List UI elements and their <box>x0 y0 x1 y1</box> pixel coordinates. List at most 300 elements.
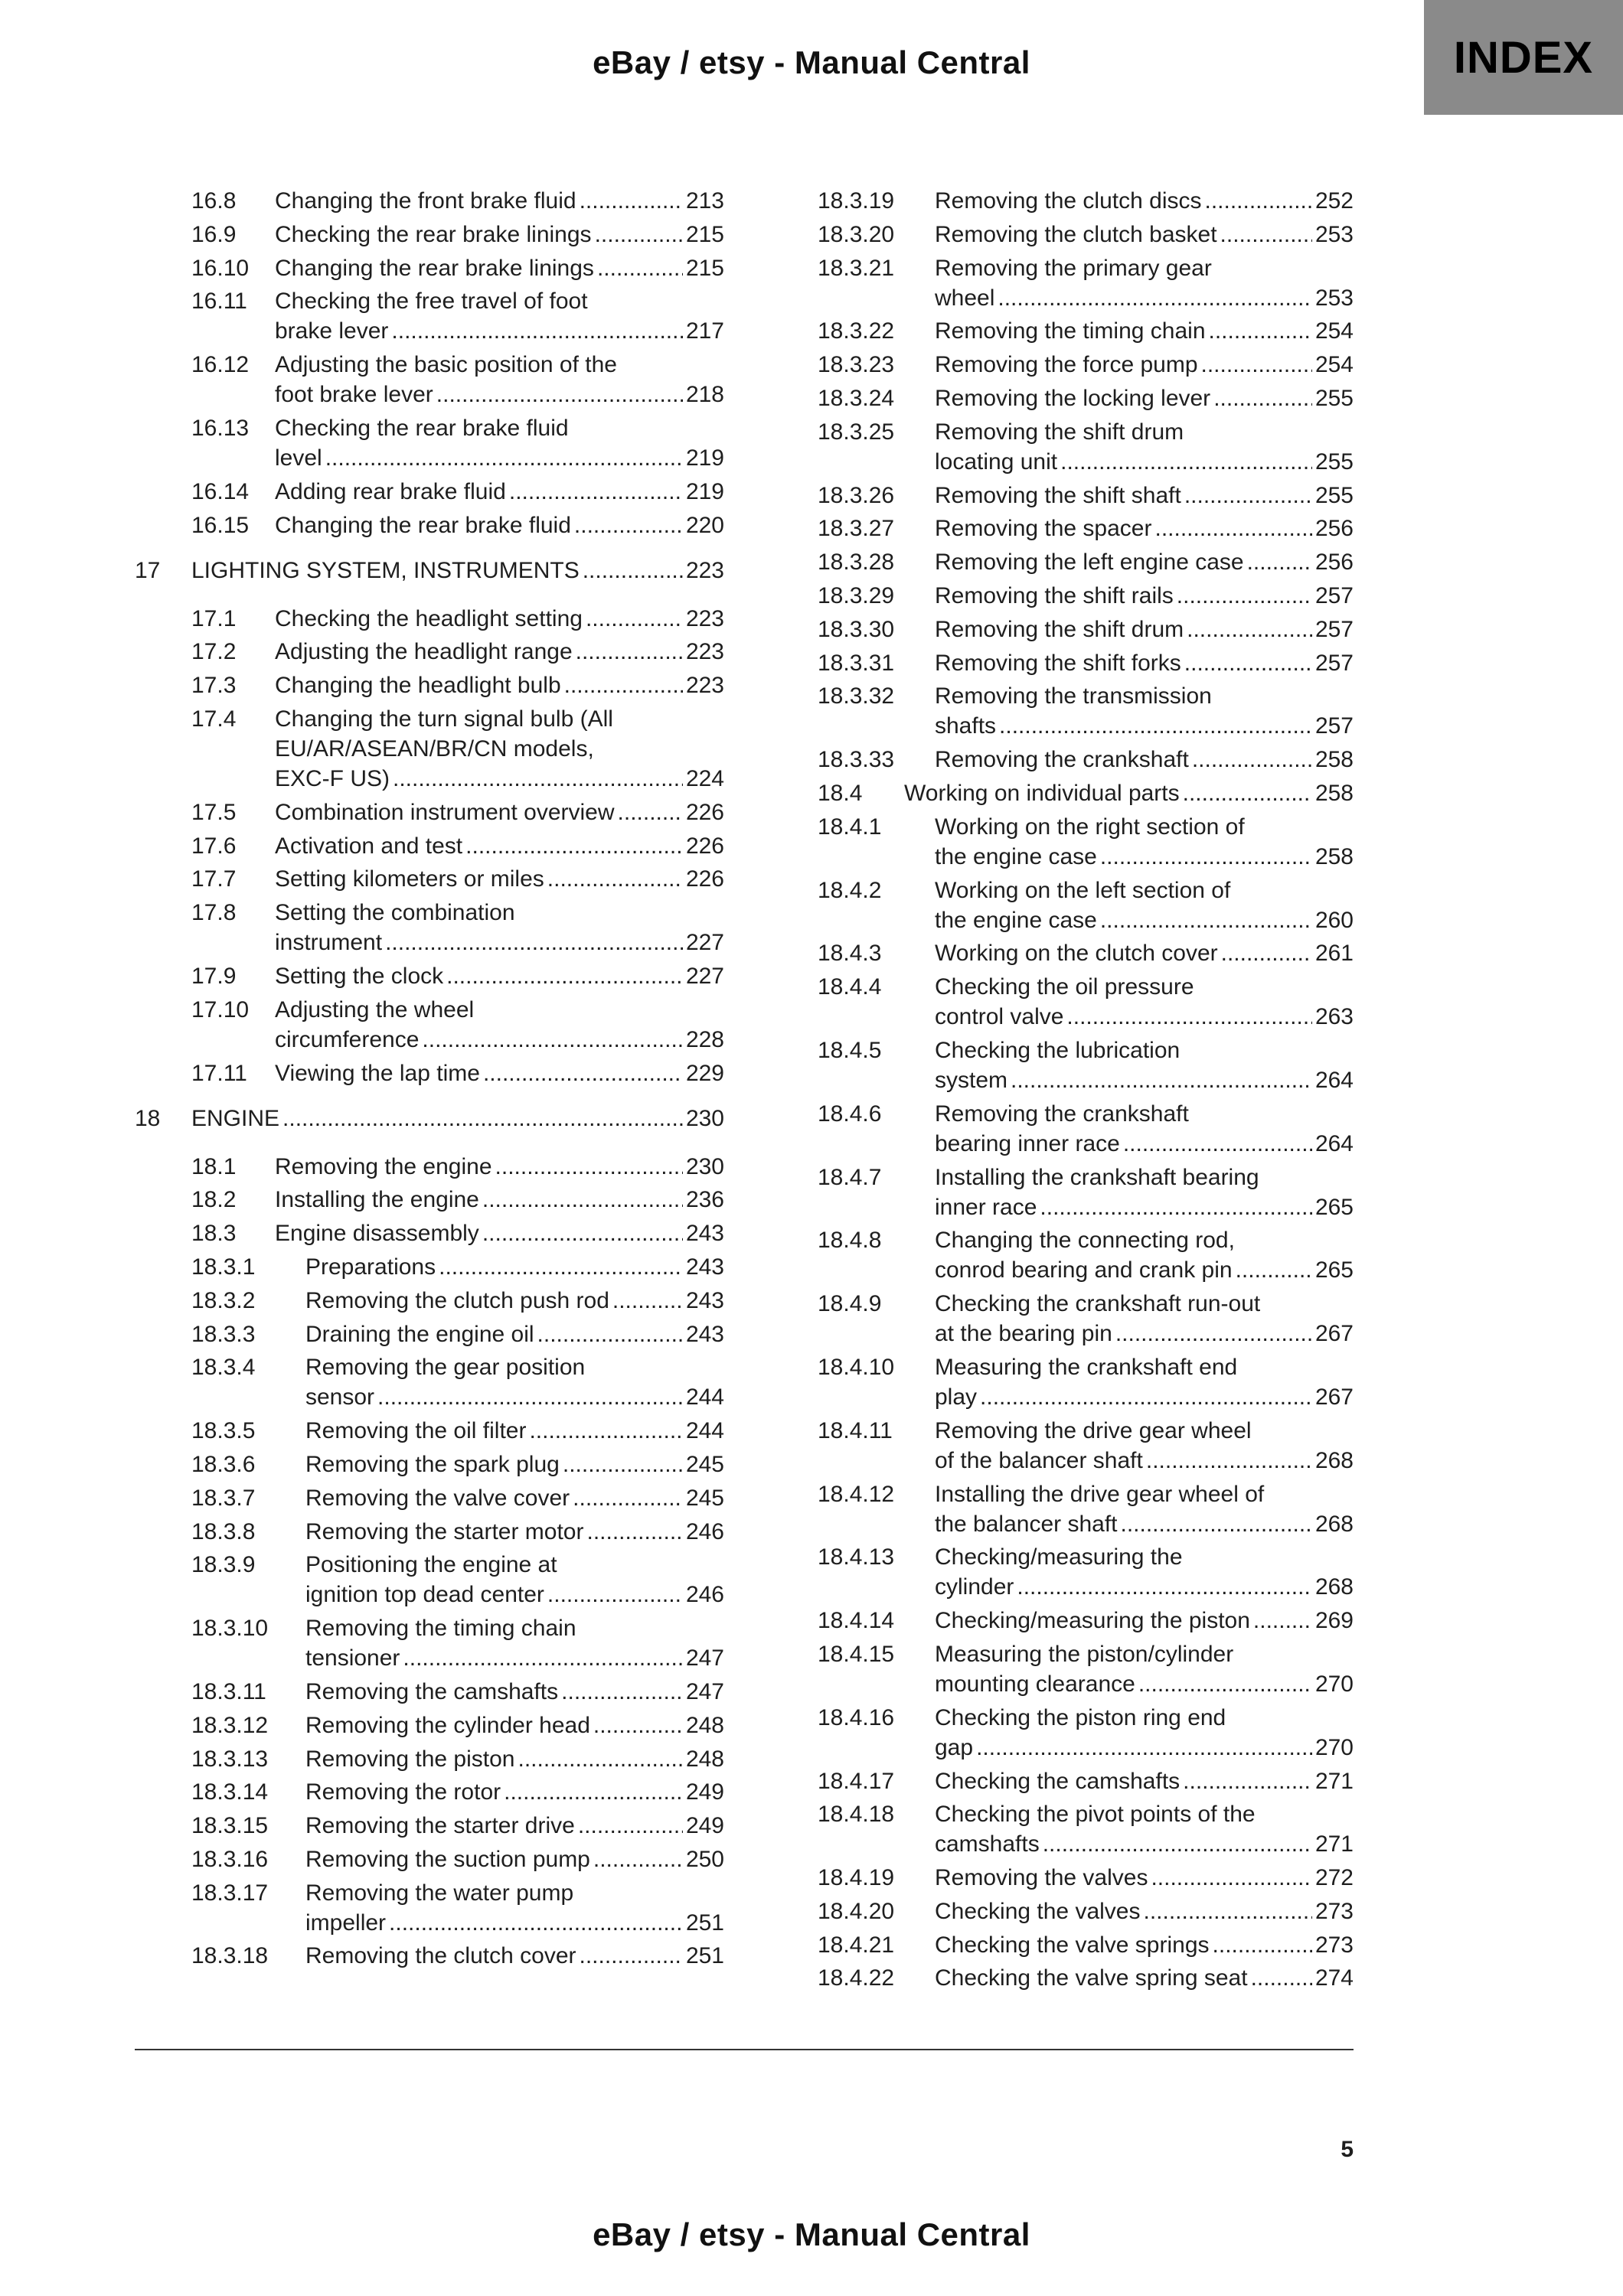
toc-entry-page: 229 <box>685 1060 724 1086</box>
toc-entry[interactable] <box>135 961 724 991</box>
toc-entry-number: 18.3.23 <box>818 352 895 378</box>
toc-entry[interactable] <box>135 604 724 634</box>
toc-entry-number: 17.3 <box>191 673 237 699</box>
toc-entry-title: Checking the crankshaft run-out <box>935 1291 1261 1317</box>
toc-entry[interactable] <box>135 797 724 827</box>
toc-entry-title: Removing the piston <box>305 1746 515 1772</box>
toc-dot-leader <box>1209 316 1312 346</box>
toc-entry-page: 213 <box>685 188 724 214</box>
toc-entry[interactable] <box>135 186 724 216</box>
toc-dot-leader <box>1192 745 1312 775</box>
toc-entry-title: Checking the valve spring seat <box>935 1965 1248 1991</box>
toc-dot-leader <box>976 1733 1312 1763</box>
toc-entry-title: EXC-F US) <box>275 765 390 791</box>
toc-dot-leader <box>529 1416 682 1446</box>
toc-entry-title: Removing the shift rails <box>935 582 1174 608</box>
toc-entry-title: Preparations <box>305 1254 436 1280</box>
toc-entry-title: Removing the primary gear <box>935 255 1212 281</box>
toc-entry-title: Checking the headlight setting <box>275 605 583 631</box>
toc-entry-number: 18.3.13 <box>191 1746 269 1772</box>
toc-entry-title: bearing inner race <box>935 1130 1120 1156</box>
toc-entry[interactable] <box>818 1035 1354 1095</box>
toc-entry-page: 247 <box>685 1645 724 1671</box>
toc-entry-page: 226 <box>685 799 724 825</box>
toc-entry-page: 257 <box>1314 650 1354 676</box>
toc-entry-number: 18.4.4 <box>818 974 882 1000</box>
toc-entry-page: 251 <box>685 1943 724 1969</box>
toc-entry[interactable] <box>135 556 724 585</box>
toc-entry-title: Removing the timing chain <box>305 1616 576 1642</box>
toc-dot-leader <box>593 1711 683 1740</box>
toc-entry-page: 258 <box>1314 843 1354 869</box>
toc-dot-leader <box>1183 1766 1312 1796</box>
toc-entry-page: 218 <box>685 382 724 408</box>
toc-entry-title: Removing the transmission <box>935 683 1212 709</box>
toc-entry[interactable] <box>818 220 1354 249</box>
toc-entry-title: Working on the left section of <box>935 877 1231 903</box>
toc-entry-title: play <box>935 1384 978 1410</box>
toc-entry[interactable] <box>818 253 1354 313</box>
toc-entry[interactable] <box>135 1450 724 1479</box>
toc-entry[interactable] <box>818 417 1354 477</box>
toc-entry-title: Checking the free travel of foot <box>275 289 588 315</box>
toc-dot-leader <box>618 797 683 827</box>
toc-entry-number: 16.8 <box>191 188 237 214</box>
toc-entry-page: 230 <box>685 1105 724 1131</box>
toc-entry-title: Removing the gear position <box>305 1355 586 1381</box>
toc-dot-leader <box>495 1152 683 1182</box>
toc-entry[interactable] <box>135 350 724 409</box>
toc-entry-number: 18.4.6 <box>818 1101 882 1127</box>
toc-entry-page: 271 <box>1314 1768 1354 1794</box>
toc-entry-title: Removing the shift drum <box>935 419 1184 445</box>
toc-entry[interactable] <box>135 1777 724 1807</box>
toc-entry[interactable] <box>135 1811 724 1841</box>
toc-entry[interactable] <box>818 1799 1354 1859</box>
toc-dot-leader <box>1146 1446 1312 1476</box>
toc-entry-number: 18.4.22 <box>818 1965 895 1991</box>
toc-entry[interactable] <box>818 1863 1354 1893</box>
toc-entry-title: Changing the headlight bulb <box>275 673 561 699</box>
toc-entry-page: 255 <box>1314 385 1354 411</box>
toc-entry-title: Removing the clutch basket <box>935 221 1217 247</box>
toc-entry-number: 17.4 <box>191 706 237 732</box>
toc-entry-number: 18.4.19 <box>818 1865 895 1891</box>
toc-dot-leader <box>547 864 683 894</box>
toc-entry[interactable] <box>818 1352 1354 1412</box>
toc-entry[interactable] <box>818 681 1354 741</box>
toc-entry-number: 17.10 <box>191 996 250 1022</box>
toc-dot-leader <box>537 1319 683 1349</box>
toc-entry-page: 251 <box>685 1910 724 1936</box>
toc-entry[interactable] <box>818 1479 1354 1539</box>
toc-entry[interactable] <box>135 220 724 249</box>
toc-entry-number: 18.3.10 <box>191 1616 269 1642</box>
toc-entry-number: 18.3.31 <box>818 650 895 676</box>
toc-entry[interactable] <box>135 1744 724 1774</box>
toc-entry-number: 18.3.16 <box>191 1846 269 1872</box>
toc-entry[interactable] <box>818 1963 1354 1993</box>
toc-entry[interactable] <box>135 995 724 1055</box>
toc-entry-title: Measuring the piston/cylinder <box>935 1641 1234 1667</box>
toc-entry-number: 16.10 <box>191 255 250 281</box>
toc-entry[interactable] <box>135 413 724 473</box>
toc-entry-page: 254 <box>1314 352 1354 378</box>
toc-entry[interactable] <box>818 972 1354 1032</box>
toc-dot-leader <box>1183 778 1312 808</box>
toc-entry-page: 223 <box>685 639 724 665</box>
toc-entry[interactable] <box>818 1703 1354 1763</box>
toc-dot-leader <box>1213 1930 1312 1960</box>
toc-entry-title: Engine disassembly <box>275 1221 479 1247</box>
toc-entry-number: 18.3.18 <box>191 1943 269 1969</box>
toc-entry-page: 223 <box>685 557 724 583</box>
toc-entry-title: Removing the crankshaft <box>935 747 1189 773</box>
toc-dot-leader <box>1187 615 1312 644</box>
toc-entry-page: 250 <box>685 1846 724 1872</box>
toc-entry-number: 18.3.24 <box>818 385 895 411</box>
toc-entry-title: conrod bearing and crank pin <box>935 1257 1233 1283</box>
toc-entry-title: Removing the shift forks <box>935 650 1181 676</box>
toc-entry-number: 18.4.14 <box>818 1608 895 1634</box>
toc-entry[interactable] <box>135 1152 724 1182</box>
toc-dot-leader <box>1017 1572 1312 1602</box>
toc-entry[interactable] <box>135 1185 724 1215</box>
toc-entry-page: 257 <box>1314 713 1354 739</box>
toc-entry-number: 18.3.32 <box>818 683 895 709</box>
toc-entry[interactable] <box>135 1319 724 1349</box>
toc-entry-title: shafts <box>935 713 997 739</box>
toc-entry-title: Removing the oil filter <box>305 1418 527 1444</box>
toc-entry-title: Removing the valve cover <box>305 1485 570 1511</box>
toc-dot-leader <box>580 186 683 216</box>
toc-entry-number: 18.4.17 <box>818 1768 895 1794</box>
toc-entry-title: Positioning the engine at <box>305 1552 557 1578</box>
toc-entry[interactable] <box>135 1613 724 1673</box>
toc-entry-title: foot brake lever <box>275 382 433 408</box>
toc-entry-title: Removing the engine <box>275 1153 492 1179</box>
toc-entry-title: brake lever <box>275 318 389 344</box>
toc-entry[interactable] <box>818 1542 1354 1602</box>
toc-entry-page: 244 <box>685 1418 724 1444</box>
toc-entry-page: 215 <box>685 255 724 281</box>
toc-entry-page: 243 <box>685 1321 724 1347</box>
toc-entry[interactable] <box>135 670 724 700</box>
toc-entry[interactable] <box>818 876 1354 935</box>
header-title: eBay / etsy - Manual Central <box>593 44 1030 80</box>
toc-entry-page: 247 <box>685 1678 724 1704</box>
toc-entry-title: Removing the suction pump <box>305 1846 590 1872</box>
toc-entry-page: 268 <box>1314 1511 1354 1537</box>
toc-entry[interactable] <box>818 1639 1354 1699</box>
toc-entry-number: 18.4.18 <box>818 1802 895 1828</box>
toc-entry-page: 258 <box>1314 780 1354 806</box>
toc-dot-leader <box>1121 1509 1312 1539</box>
toc-entry-page: 245 <box>685 1451 724 1477</box>
toc-entry-number: 18.3.5 <box>191 1418 256 1444</box>
toc-entry[interactable] <box>818 1289 1354 1349</box>
toc-entry-page: 268 <box>1314 1574 1354 1600</box>
toc-entry-number: 18.4.12 <box>818 1481 895 1507</box>
toc-entry-number: 18.4.16 <box>818 1704 895 1730</box>
toc-dot-leader <box>998 283 1312 313</box>
toc-dot-leader <box>612 1286 683 1316</box>
toc-entry-page: 264 <box>1314 1130 1354 1156</box>
toc-entry[interactable] <box>135 253 724 283</box>
toc-entry[interactable] <box>818 745 1354 775</box>
toc-entry-page: 243 <box>685 1221 724 1247</box>
toc-entry-title: Installing the drive gear wheel of <box>935 1481 1265 1507</box>
toc-entry[interactable] <box>135 898 724 957</box>
toc-entry-title: Changing the rear brake linings <box>275 255 594 281</box>
toc-entry[interactable] <box>818 316 1354 346</box>
toc-entry-page: 271 <box>1314 1831 1354 1857</box>
toc-entry-title: ignition top dead center <box>305 1582 544 1608</box>
toc-entry-page: 219 <box>685 445 724 471</box>
toc-entry-title: Checking the valve springs <box>935 1932 1210 1958</box>
toc-entry-page: 223 <box>685 673 724 699</box>
toc-entry-number: 18.3.21 <box>818 255 895 281</box>
toc-entry[interactable] <box>818 481 1354 510</box>
toc-entry-page: 273 <box>1314 1898 1354 1924</box>
toc-entry[interactable] <box>818 778 1354 808</box>
toc-entry-page: 220 <box>685 512 724 538</box>
toc-entry-title: the engine case <box>935 843 1097 869</box>
toc-entry-title: Removing the cylinder head <box>305 1712 590 1738</box>
toc-entry[interactable] <box>135 1416 724 1446</box>
toc-dot-leader <box>385 928 683 957</box>
toc-entry[interactable] <box>818 1163 1354 1222</box>
toc-entry[interactable] <box>135 1104 724 1133</box>
toc-entry-page: 257 <box>1314 616 1354 642</box>
toc-entry[interactable] <box>818 938 1354 968</box>
toc-dot-leader <box>1143 1896 1311 1926</box>
toc-entry-title: locating unit <box>935 448 1058 475</box>
toc-entry-title: Removing the spark plug <box>305 1451 560 1477</box>
toc-entry-title: Checking the camshafts <box>935 1768 1181 1794</box>
toc-entry-number: 16.12 <box>191 352 250 378</box>
toc-entry-title: Setting kilometers or miles <box>275 866 544 892</box>
toc-entry[interactable] <box>818 1896 1354 1926</box>
toc-entry-title: Checking the rear brake fluid <box>275 415 569 441</box>
toc-entry-number: 18.4.8 <box>818 1228 882 1254</box>
toc-entry-title: the balancer shaft <box>935 1511 1118 1537</box>
toc-entry-number: 16.11 <box>191 289 247 315</box>
toc-entry-title: of the balancer shaft <box>935 1447 1143 1473</box>
toc-entry[interactable] <box>818 186 1354 216</box>
toc-entry-title: Changing the front brake fluid <box>275 188 576 214</box>
toc-entry-number: 17.7 <box>191 866 237 892</box>
toc-dot-leader <box>1177 581 1312 611</box>
toc-entry[interactable] <box>135 1711 724 1740</box>
toc-entry[interactable] <box>135 1517 724 1547</box>
toc-entry-title: Adding rear brake fluid <box>275 478 506 504</box>
toc-entry[interactable] <box>135 1058 724 1088</box>
toc-dot-leader <box>593 1844 683 1874</box>
toc-entry[interactable] <box>135 1941 724 1971</box>
toc-entry-number: 18.1 <box>191 1153 237 1179</box>
toc-entry[interactable] <box>818 648 1354 678</box>
toc-entry[interactable] <box>135 831 724 861</box>
toc-entry-number: 18.3.14 <box>191 1779 269 1805</box>
toc-entry[interactable] <box>135 1550 724 1609</box>
toc-entry-title: Measuring the crankshaft end <box>935 1354 1238 1380</box>
toc-dot-leader <box>1123 1129 1312 1159</box>
toc-entry-number: 17.8 <box>191 900 237 926</box>
toc-entry-number: 18.4.13 <box>818 1544 895 1570</box>
toc-dot-leader <box>509 477 683 507</box>
toc-dot-leader <box>597 253 683 283</box>
toc-entry-number: 16.9 <box>191 221 237 247</box>
toc-dot-leader <box>1213 383 1312 413</box>
toc-entry-page: 246 <box>685 1582 724 1608</box>
toc-entry[interactable] <box>818 581 1354 611</box>
toc-entry-title: Removing the clutch push rod <box>305 1287 609 1313</box>
toc-dot-leader <box>1040 1192 1312 1222</box>
toc-dot-leader <box>504 1777 683 1807</box>
toc-dot-leader <box>389 1908 683 1938</box>
toc-dot-leader <box>1236 1255 1312 1285</box>
toc-entry-page: 249 <box>685 1779 724 1805</box>
toc-entry[interactable] <box>135 286 724 346</box>
toc-entry[interactable] <box>135 477 724 507</box>
toc-entry[interactable] <box>818 1225 1354 1285</box>
toc-entry-number: 18.3.30 <box>818 616 895 642</box>
toc-dot-leader <box>1066 1002 1312 1032</box>
toc-entry-title: Checking the piston ring end <box>935 1704 1226 1730</box>
toc-entry[interactable] <box>135 1844 724 1874</box>
toc-entry-page: 272 <box>1314 1865 1354 1891</box>
toc-dot-leader <box>282 1104 683 1133</box>
toc-entry[interactable] <box>135 1252 724 1282</box>
toc-entry-title: Removing the water pump <box>305 1880 574 1906</box>
toc-entry-number: 17.6 <box>191 833 237 859</box>
toc-dot-leader <box>561 1677 683 1707</box>
toc-entry-title: Removing the clutch discs <box>935 188 1202 214</box>
toc-dot-leader <box>980 1382 1312 1412</box>
toc-dot-leader <box>1100 842 1312 872</box>
toc-entry-page: 255 <box>1314 482 1354 508</box>
toc-entry-page: 215 <box>685 221 724 247</box>
toc-entry[interactable] <box>135 1286 724 1316</box>
toc-entry-number: 18.4.20 <box>818 1898 895 1924</box>
toc-entry[interactable] <box>135 704 724 794</box>
toc-dot-leader <box>576 637 683 667</box>
toc-entry-page: 236 <box>685 1187 724 1213</box>
toc-dot-leader <box>1220 220 1312 249</box>
toc-entry[interactable] <box>818 547 1354 577</box>
toc-entry-number: 18.4.3 <box>818 941 882 967</box>
toc-entry-title: Working on individual parts <box>904 780 1180 806</box>
toc-entry[interactable] <box>135 864 724 894</box>
index-tab[interactable]: INDEX <box>1424 0 1623 115</box>
toc-entry-page: 217 <box>685 318 724 344</box>
toc-entry-title: level <box>275 445 322 471</box>
toc-entry-title: Checking the rear brake linings <box>275 221 592 247</box>
toc-entry-number: 18.3 <box>191 1221 237 1247</box>
toc-entry-title: camshafts <box>935 1831 1040 1857</box>
toc-entry-title: control valve <box>935 1004 1064 1030</box>
toc-entry[interactable] <box>818 812 1354 872</box>
page-number: 5 <box>1341 2137 1354 2162</box>
toc-entry-page: 249 <box>685 1813 724 1839</box>
toc-entry[interactable] <box>818 514 1354 543</box>
toc-entry[interactable] <box>135 1677 724 1707</box>
toc-entry-title: at the bearing pin <box>935 1321 1112 1347</box>
toc-entry[interactable] <box>818 350 1354 380</box>
toc-entry-page: 273 <box>1314 1932 1354 1958</box>
toc-entry-title: Checking the valves <box>935 1898 1141 1924</box>
toc-dot-leader <box>564 670 683 700</box>
toc-entry-number: 17.2 <box>191 639 237 665</box>
toc-entry-page: 230 <box>685 1153 724 1179</box>
toc-entry-title: Removing the shift shaft <box>935 482 1181 508</box>
toc-entry-number: 18.3.6 <box>191 1451 256 1477</box>
toc-entry-number: 18.3.3 <box>191 1321 256 1347</box>
toc-entry-title: system <box>935 1067 1008 1093</box>
toc-entry-number: 18.4.21 <box>818 1932 895 1958</box>
toc-dot-leader <box>1221 938 1312 968</box>
toc-entry[interactable] <box>818 1606 1354 1636</box>
toc-entry-title: Removing the starter motor <box>305 1518 584 1544</box>
toc-entry-title: Removing the crankshaft <box>935 1101 1189 1127</box>
toc-entry[interactable] <box>818 1416 1354 1476</box>
toc-dot-leader <box>1138 1669 1312 1699</box>
toc-dot-leader <box>1100 905 1312 935</box>
toc-entry-page: 254 <box>1314 318 1354 344</box>
toc-dot-leader <box>1247 547 1312 577</box>
toc-dot-leader <box>1205 186 1312 216</box>
toc-dot-leader <box>422 1025 683 1055</box>
toc-entry-number: 18.2 <box>191 1187 237 1213</box>
toc-entry-title: gap <box>935 1734 974 1760</box>
toc-entry-number: 18.3.19 <box>818 188 895 214</box>
toc-entry[interactable] <box>135 510 724 540</box>
toc-entry-title: Removing the force pump <box>935 352 1198 378</box>
toc-dot-leader <box>595 220 683 249</box>
toc-entry-title: Working on the right section of <box>935 814 1245 840</box>
toc-dot-leader <box>1151 1863 1311 1893</box>
toc-entry[interactable] <box>135 1352 724 1412</box>
toc-entry-number: 18.3.11 <box>191 1678 266 1704</box>
toc-entry[interactable] <box>135 637 724 667</box>
toc-entry-number: 17.11 <box>191 1060 247 1086</box>
toc-entry-page: 257 <box>1314 582 1354 608</box>
toc-entry-title: wheel <box>935 285 995 311</box>
toc-entry-title: Viewing the lap time <box>275 1060 480 1086</box>
toc-dot-leader <box>586 1517 682 1547</box>
toc-entry-title: Checking/measuring the <box>935 1544 1183 1570</box>
toc-entry-page: 255 <box>1314 448 1354 475</box>
toc-entry-page: 253 <box>1314 285 1354 311</box>
toc-entry[interactable] <box>818 383 1354 413</box>
toc-entry-title: impeller <box>305 1910 387 1936</box>
toc-entry[interactable] <box>818 615 1354 644</box>
toc-entry[interactable] <box>135 1483 724 1513</box>
toc-entry[interactable] <box>818 1930 1354 1960</box>
toc-entry-number: 18.3.9 <box>191 1552 256 1578</box>
toc-entry-title: the engine case <box>935 907 1097 933</box>
toc-entry-title: Removing the drive gear wheel <box>935 1417 1252 1443</box>
toc-entry-title: Removing the rotor <box>305 1779 501 1805</box>
toc-entry-title: Removing the valves <box>935 1865 1148 1891</box>
toc-entry[interactable] <box>818 1099 1354 1159</box>
toc-entry-title: Checking the oil pressure <box>935 974 1194 1000</box>
toc-entry[interactable] <box>818 1766 1354 1796</box>
toc-entry[interactable] <box>135 1878 724 1938</box>
toc-entry[interactable] <box>135 1218 724 1248</box>
toc-entry-title: Removing the starter drive <box>305 1813 575 1839</box>
